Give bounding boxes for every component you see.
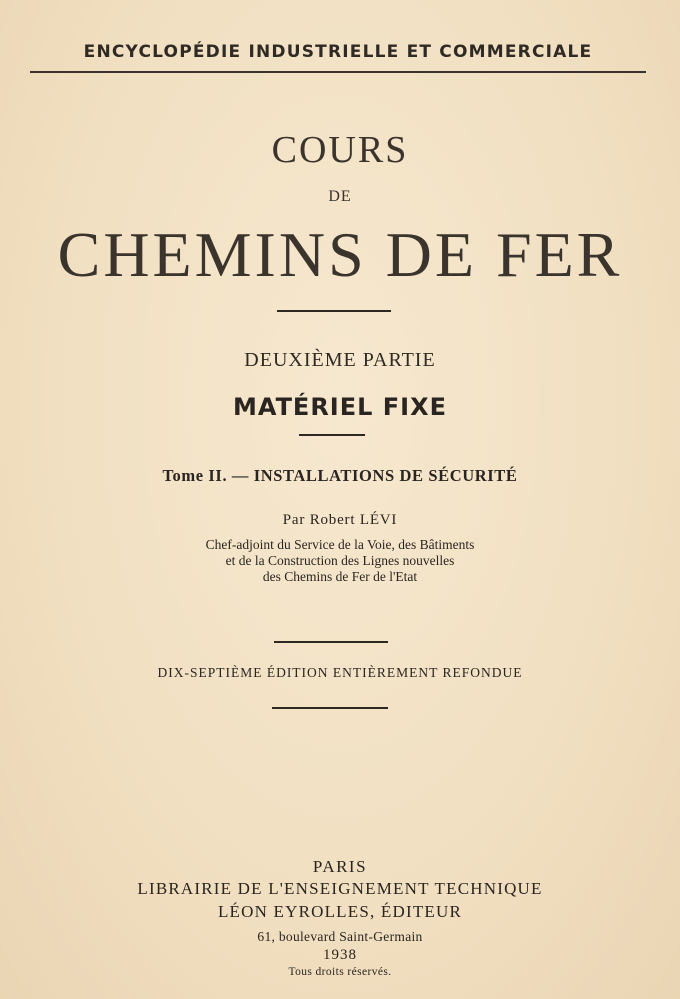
imprint-city: PARIS: [312, 857, 368, 876]
author-affiliation-line: des Chemins de Fer de l'Etat: [262, 569, 418, 584]
imprint-editor: LÉON EYROLLES, ÉDITEUR: [217, 902, 463, 921]
divider-rule: [274, 641, 388, 643]
series-rule: [30, 71, 646, 73]
main-title: CHEMINS DE FER: [57, 219, 623, 290]
rights-notice: Tous droits réservés.: [288, 966, 392, 978]
part-label: DEUXIÈME PARTIE: [244, 349, 436, 371]
imprint-publisher: LIBRAIRIE DE L'ENSEIGNEMENT TECHNIQUE: [137, 879, 543, 898]
part-name: MATÉRIEL FIXE: [232, 393, 448, 421]
divider-rule: [299, 434, 365, 436]
series-title: ENCYCLOPÉDIE INDUSTRIELLE ET COMMERCIALE: [83, 42, 593, 62]
author-byline: Par Robert LÉVI: [282, 512, 398, 528]
tome-title: Tome II. — INSTALLATIONS DE SÉCURITÉ: [162, 466, 518, 485]
imprint-address: 61, boulevard Saint-Germain: [257, 929, 423, 944]
edition-statement: DIX-SEPTIÈME ÉDITION ENTIÈREMENT REFONDUE: [157, 665, 523, 680]
title-line-cours: COURS: [271, 129, 409, 171]
divider-rule: [272, 707, 388, 709]
author-affiliation-line: et de la Construction des Lignes nouvelles: [225, 553, 455, 568]
title-line-de: DE: [328, 188, 352, 205]
imprint-year: 1938: [323, 947, 357, 963]
divider-rule: [277, 310, 391, 312]
author-affiliation-line: Chef-adjoint du Service de la Voie, des Bâtiments: [205, 537, 475, 552]
